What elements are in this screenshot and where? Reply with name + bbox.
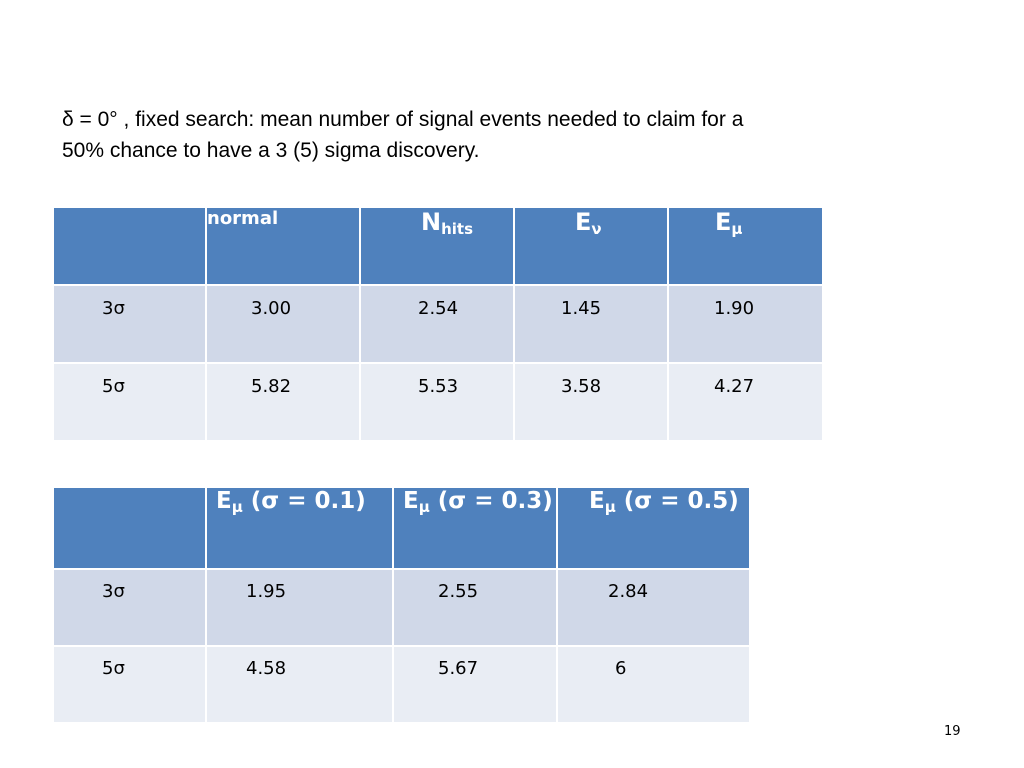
- table-cell: 2.84: [557, 569, 750, 646]
- table-header-row: [53, 207, 823, 285]
- row-label: 5σ: [53, 363, 206, 441]
- energy-resolution-table: [52, 486, 751, 724]
- header-e-mu-sigma-01: $E_\mu$ (σ = 0.1): [206, 487, 393, 569]
- table-cell: 5.53: [360, 363, 514, 441]
- table-cell: 2.54: [360, 285, 514, 363]
- header-e-mu-sigma-05: $E_\mu$ (σ = 0.5): [557, 487, 750, 569]
- header-e-mu: [668, 207, 823, 285]
- row-label: 3σ: [53, 285, 206, 363]
- table-cell: 4.58: [206, 646, 393, 723]
- header-empty: [53, 487, 206, 569]
- header-normal: normal: [206, 207, 360, 285]
- table-cell: 6: [557, 646, 750, 723]
- header-e-nu: [514, 207, 668, 285]
- table-cell: 1.90: [668, 285, 823, 363]
- table-cell: 1.95: [206, 569, 393, 646]
- header-nhits-main: N: [421, 208, 442, 236]
- header-e-mu-sigma-03: $E_\mu$ (σ = 0.3): [393, 487, 557, 569]
- page-number: 19: [944, 724, 961, 739]
- table-row: [53, 569, 750, 646]
- table-row: [53, 646, 750, 723]
- table-row: [53, 363, 823, 441]
- header-empty: [53, 207, 206, 285]
- table-cell: 3.58: [514, 363, 668, 441]
- header-e-mu-sub: μ: [731, 220, 743, 238]
- table-cell: 5.82: [206, 363, 360, 441]
- header-e-mu-main: E: [715, 208, 732, 236]
- header-e-nu-main: E: [575, 208, 592, 236]
- intro-line-2: 50% chance to have a 3 (5) sigma discovery.: [62, 139, 480, 162]
- table-row: [53, 285, 823, 363]
- row-label: 3σ: [53, 569, 206, 646]
- header-nhits-sub: hits: [441, 220, 474, 238]
- intro-text: [62, 104, 942, 166]
- table-cell: 1.45: [514, 285, 668, 363]
- header-nhits: [360, 207, 514, 285]
- intro-line-1: δ = 0° , fixed search: mean number of signal events needed to claim for a: [62, 108, 744, 131]
- signal-events-table: [52, 206, 824, 442]
- table-header-row: [53, 487, 750, 569]
- table-cell: 2.55: [393, 569, 557, 646]
- table-cell: 4.27: [668, 363, 823, 441]
- row-label: 5σ: [53, 646, 206, 723]
- table-cell: 3.00: [206, 285, 360, 363]
- table-cell: 5.67: [393, 646, 557, 723]
- header-e-nu-sub: ν: [591, 220, 602, 238]
